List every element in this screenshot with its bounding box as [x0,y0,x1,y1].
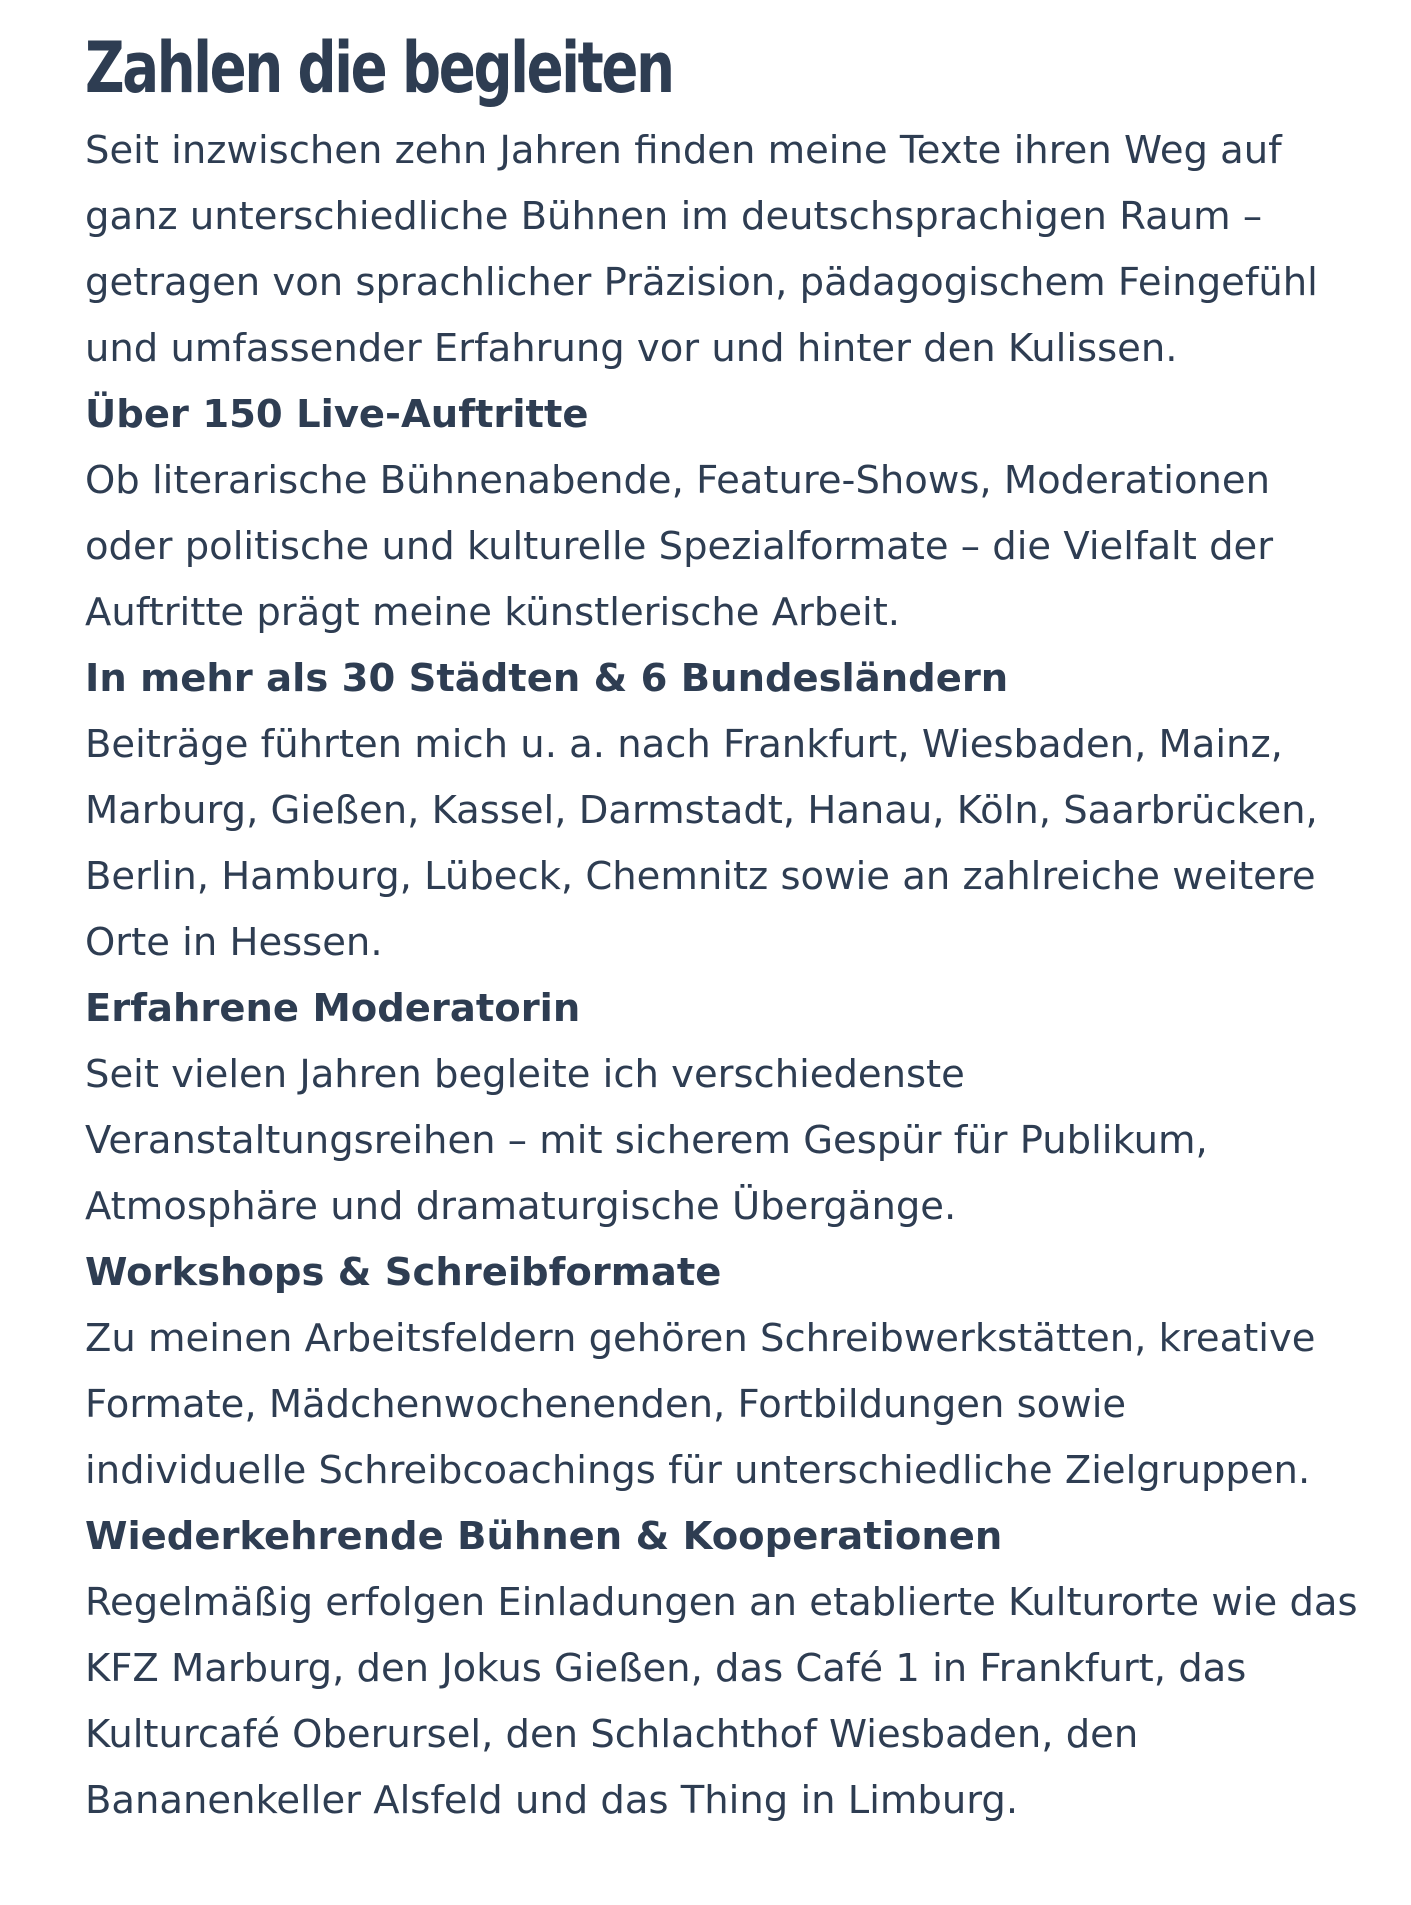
section-text [85,1042,1385,1240]
section-moderatorin [85,976,1385,1240]
section-heading: Workshops & Schreibformate [85,1250,722,1295]
section-text-line: Zu meinen Arbeitsfeldern gehören Schreibwerkstätten, kreative [85,1316,1316,1361]
section-text-line: Ob literarische Bühnenabende, Feature-Shows, Moderationen [85,458,1271,503]
page-title: Zahlen die begleiten [85,27,673,109]
section-workshops [85,1240,1385,1504]
section-text-line: Regelmäßig erfolgen Einladungen an etablierte Kulturorte wie das [85,1580,1358,1625]
section-heading: Über 150 Live-Auftritte [85,392,589,437]
section-text-line: Kulturcafé Oberursel, den Schlachthof Wiesbaden, den [85,1712,1139,1757]
content-area [85,28,1385,1834]
intro-paragraph [85,118,1385,382]
section-text [85,1570,1385,1834]
intro-line: getragen von sprachlicher Präzision, pädagogischem Feingefühl [85,260,1318,305]
section-kooperationen [85,1504,1385,1834]
section-text [85,1306,1385,1504]
section-text-line: Beiträge führten mich u. a. nach Frankfurt, Wiesbaden, Mainz, [85,722,1283,767]
section-live-auftritte [85,382,1385,646]
section-text-line: Bananenkeller Alsfeld und das Thing in Limburg. [85,1778,1019,1823]
section-text-line: Veranstaltungsreihen – mit sicherem Gespür für Publikum, [85,1118,1208,1163]
intro-line: ganz unterschiedliche Bühnen im deutschsprachigen Raum – [85,194,1263,239]
section-heading: Wiederkehrende Bühnen & Kooperationen [85,1514,1003,1559]
section-text-line: Auftritte prägt meine künstlerische Arbeit. [85,590,901,635]
section-text-line: Atmosphäre und dramaturgische Übergänge. [85,1184,957,1229]
section-text-line: individuelle Schreibcoachings für unterschiedliche Zielgruppen. [85,1448,1311,1493]
section-text-line: Berlin, Hamburg, Lübeck, Chemnitz sowie an zahlreiche weitere [85,854,1316,899]
section-heading: In mehr als 30 Städten & 6 Bundesländern [85,656,1009,701]
section-staedte [85,646,1385,976]
section-text-line: Marburg, Gießen, Kassel, Darmstadt, Hanau, Köln, Saarbrücken, [85,788,1318,833]
intro-line: Seit inzwischen zehn Jahren finden meine Texte ihren Weg auf [85,128,1282,173]
section-text-line: oder politische und kulturelle Spezialformate – die Vielfalt der [85,524,1274,569]
section-text-line: Formate, Mädchenwochenenden, Fortbildungen sowie [85,1382,1127,1427]
section-text-line: Orte in Hessen. [85,920,383,965]
intro-line: und umfassender Erfahrung vor und hinter den Kulissen. [85,326,1178,371]
section-heading: Erfahrene Moderatorin [85,986,581,1031]
section-text-line: Seit vielen Jahren begleite ich verschiedenste [85,1052,965,1097]
section-text-line: KFZ Marburg, den Jokus Gießen, das Café 1 in Frankfurt, das [85,1646,1247,1691]
section-text [85,448,1385,646]
section-text [85,712,1385,976]
